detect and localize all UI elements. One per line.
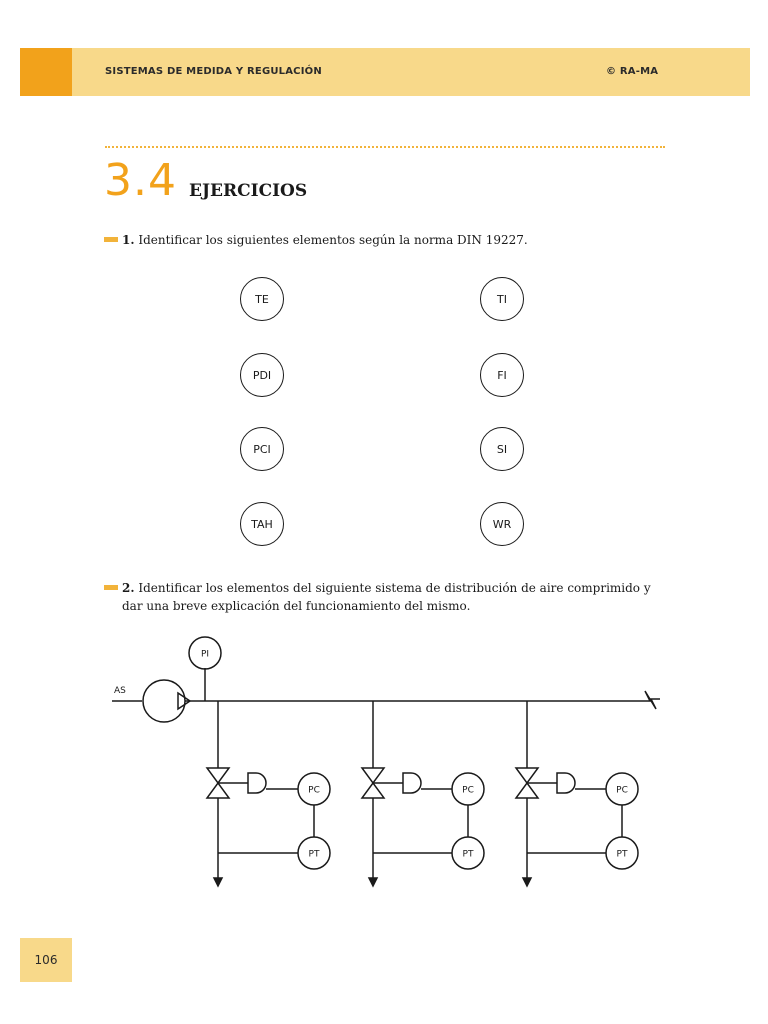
exercise-number: 1. <box>122 233 135 247</box>
pressure-controller-label: PC <box>462 785 474 796</box>
exercise-text-line-1: Identificar los elementos del siguiente sistema de distribución de aire comprimido y <box>138 581 651 595</box>
pressure-controller-label: PC <box>308 785 320 796</box>
valve-top-triangle <box>362 768 384 783</box>
instrument-symbol-te: TE <box>240 277 284 321</box>
instrument-symbol-pci: PCI <box>240 427 284 471</box>
outlet-arrow-icon <box>214 878 222 886</box>
pressure-indicator-label: PI <box>200 649 210 660</box>
branch-1 <box>207 701 330 886</box>
valve-bottom-triangle <box>207 783 229 798</box>
outlet-arrow-icon <box>523 878 531 886</box>
valve-top-triangle <box>207 768 229 783</box>
exercise-text-line-2: dar una breve explicación del funcionamiento del mismo. <box>122 599 471 613</box>
page-number: 106 <box>20 938 72 982</box>
actuator-icon <box>248 773 266 793</box>
branch-3 <box>516 701 638 886</box>
instrument-symbol-pdi: PDI <box>240 353 284 397</box>
actuator-icon <box>403 773 421 793</box>
instrument-symbol-ti: TI <box>480 277 524 321</box>
valve-top-triangle <box>516 768 538 783</box>
exercise-text: Identificar los siguientes elementos según la norma DIN 19227. <box>138 233 528 247</box>
pressure-transmitter-label: PT <box>462 849 474 860</box>
instrument-symbol-tah: TAH <box>240 502 284 546</box>
instrument-symbol-fi: FI <box>480 353 524 397</box>
valve-bottom-triangle <box>516 783 538 798</box>
valve-bottom-triangle <box>362 783 384 798</box>
section-number: 3.4 <box>104 155 177 206</box>
header-publisher: © RA-MA <box>606 66 659 77</box>
outlet-arrow-icon <box>369 878 377 886</box>
header-title: SISTEMAS DE MEDIDA Y REGULACIÓN <box>105 66 322 77</box>
pressure-controller-label: PC <box>616 785 628 796</box>
branch-2 <box>362 701 484 886</box>
instrument-symbol-wr: WR <box>480 502 524 546</box>
source-label: AS <box>114 686 126 696</box>
pipe-break-icon <box>640 691 660 709</box>
instrument-symbol-si: SI <box>480 427 524 471</box>
actuator-icon <box>557 773 575 793</box>
section-title: EJERCICIOS <box>189 181 308 201</box>
pressure-transmitter-label: PT <box>308 849 320 860</box>
pressure-transmitter-label: PT <box>616 849 628 860</box>
exercise-number: 2. <box>122 581 135 595</box>
